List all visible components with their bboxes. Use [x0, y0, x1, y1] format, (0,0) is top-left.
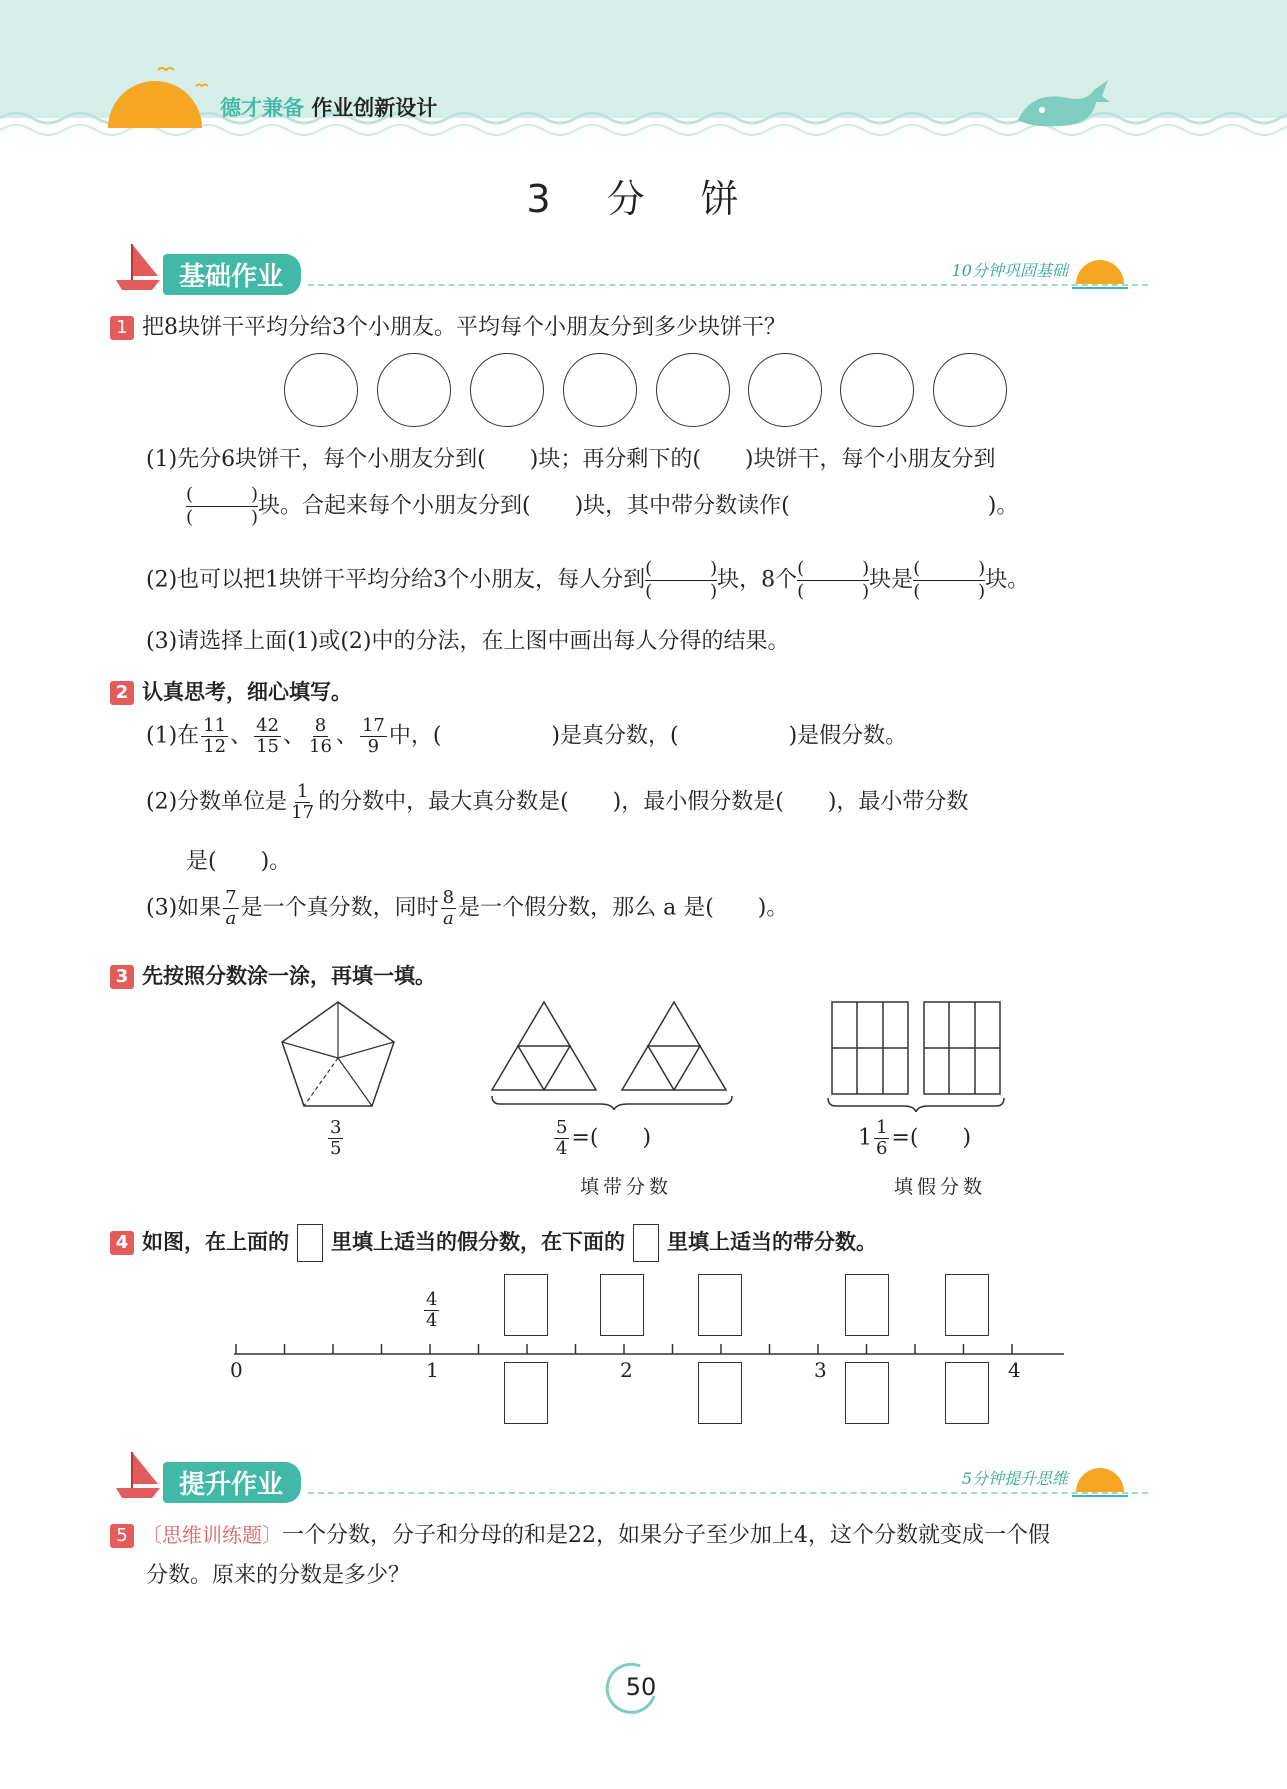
axis-labels — [228, 1358, 1068, 1388]
question-number: 1 — [110, 316, 134, 340]
q1-part1-line2: ( ) ( ) 块。合起来每个小朋友分到( )块，其中带分数读作( )。 — [186, 484, 1019, 528]
pentagon-shape[interactable] — [280, 1000, 400, 1110]
q1-prompt: 1 把8块饼干平均分给3个小朋友。平均每个小朋友分到多少块饼干？ — [110, 310, 786, 341]
biscuit-circle[interactable] — [563, 353, 637, 427]
mixed-number-box[interactable] — [945, 1362, 989, 1424]
axis-marker-fraction: $\frac{4}{4}$ — [426, 1289, 438, 1331]
answer-box-sample — [633, 1224, 659, 1262]
section-note-advanced: 5分钟提升思维 — [961, 1469, 1068, 1488]
sailboat-icon — [112, 1450, 162, 1502]
sun-icon — [1072, 254, 1128, 294]
section-divider — [308, 284, 1148, 286]
axis-label: 4 — [1008, 1358, 1021, 1382]
mixed-number-box[interactable] — [504, 1362, 548, 1424]
improper-fraction-box[interactable] — [504, 1274, 548, 1336]
fraction: $\frac{8}{a}$ — [442, 887, 455, 929]
sun-icon — [100, 58, 210, 130]
fraction: $\frac{11}{12}$ — [203, 715, 227, 757]
page-title: 3 分 饼 — [526, 177, 761, 221]
axis-label: 0 — [230, 1358, 243, 1382]
section-divider — [308, 1492, 1148, 1494]
q2-part3: (3)如果 $\frac{7}{a}$ 是一个真分数，同时 $\frac{8}{a}$ 是一个假分数，那么 a 是( )。 — [146, 887, 789, 929]
q1-part2: (2)也可以把1块饼干平均分给3个小朋友，每人分到 ( ) ( ) 块，8个 ( ) ( ) 块是 ( ) ( ) 块。 — [146, 558, 1030, 602]
biscuit-circle[interactable] — [656, 353, 730, 427]
blank-fraction[interactable]: ( ) ( ) — [186, 484, 258, 528]
pentagon-fraction: $\frac{3}{5}$ — [330, 1117, 342, 1159]
rectangle-answer: 1 $\frac{1}{6}$ =( ) — [858, 1117, 972, 1159]
improper-fraction-box[interactable] — [600, 1274, 644, 1336]
section-header-advanced — [108, 1448, 1148, 1508]
improper-fraction-box[interactable] — [945, 1274, 989, 1336]
q2-part2-tail: 是( )。 — [186, 849, 292, 874]
biscuit-circle[interactable] — [748, 353, 822, 427]
sailboat-icon — [112, 242, 162, 294]
q1-part3: (3)请选择上面(1)或(2)中的分法，在上图中画出每人分得的结果。 — [146, 629, 790, 654]
biscuit-circle[interactable] — [470, 353, 544, 427]
blank-fraction[interactable]: ( ) ( ) — [797, 558, 870, 602]
fraction: $\frac{1}{17}$ — [291, 781, 315, 823]
triangle-caption: 填带分数 — [580, 1176, 673, 1198]
answer-box-sample — [297, 1224, 323, 1262]
q2-part1: (1)在 $\frac{11}{12}$ 、 $\frac{42}{15}$ 、 $\frac{8}{16}$ 、 $\frac{17}{9}$ 中，( )是真分数，( )是假分数。 — [146, 715, 908, 757]
brand-colored: 德才兼备 — [220, 96, 304, 120]
q2-part2: (2)分数单位是 $\frac{1}{17}$ 的分数中，最大真分数是( )，最小假分数是( )，最小带分数 — [146, 781, 969, 823]
fraction: $\frac{17}{9}$ — [361, 715, 385, 757]
question-number: 5 — [110, 1524, 134, 1548]
q3-prompt: 3 先按照分数涂一涂，再填一填。 — [110, 960, 436, 990]
axis-label: 3 — [814, 1358, 827, 1382]
section-label-basic: 基础作业 — [163, 254, 301, 295]
mixed-number-box[interactable] — [845, 1362, 889, 1424]
brand-title — [220, 92, 437, 122]
mixed-number-box[interactable] — [698, 1362, 742, 1424]
biscuit-circle[interactable] — [840, 353, 914, 427]
section-label-advanced: 提升作业 — [163, 1462, 301, 1503]
triangle-shapes[interactable] — [488, 998, 738, 1110]
question-number: 4 — [110, 1231, 134, 1255]
blank-fraction[interactable]: ( ) ( ) — [913, 558, 986, 602]
blank-fraction[interactable]: ( ) ( ) — [645, 558, 718, 602]
improper-fraction-box[interactable] — [698, 1274, 742, 1336]
q5-line2: 分数。原来的分数是多少？ — [146, 1563, 411, 1588]
improper-fraction-box[interactable] — [845, 1274, 889, 1336]
biscuit-circle[interactable] — [377, 353, 451, 427]
triangle-answer: $\frac{5}{4}$ =( ) — [556, 1117, 652, 1159]
rectangle-shapes[interactable] — [824, 1000, 1014, 1112]
q4-prompt: 4 如图，在上面的 里填上适当的假分数，在下面的 里填上适当的带分数。 — [110, 1224, 877, 1262]
fraction: $\frac{8}{16}$ — [309, 715, 332, 757]
biscuit-circle[interactable] — [933, 353, 1007, 427]
whale-icon — [1012, 76, 1112, 132]
sun-icon — [1072, 1462, 1128, 1502]
section-note-basic: 10分钟巩固基础 — [951, 261, 1068, 280]
question-tag: 〔思维训练题〕 — [142, 1523, 282, 1547]
rectangle-caption: 填假分数 — [894, 1176, 987, 1198]
q5-line1: 5 〔思维训练题〕一个分数，分子和分母的和是22，如果分子至少加上4，这个分数就变成一个假 — [110, 1518, 1050, 1549]
question-number: 2 — [110, 681, 134, 705]
q1-part1-line1: (1)先分6块饼干，每个小朋友分到( )块；再分剩下的( )块饼干，每个小朋友分到 — [146, 447, 996, 472]
q2-prompt: 2 认真思考，细心填写。 — [110, 676, 352, 706]
page-number: 50 — [625, 1673, 657, 1701]
axis-label: 1 — [426, 1358, 439, 1382]
biscuit-circle[interactable] — [284, 353, 358, 427]
question-number: 3 — [110, 965, 134, 989]
brand-dark: 作业创新设计 — [311, 96, 438, 120]
section-header-basic — [108, 240, 1148, 300]
axis-label: 2 — [620, 1358, 633, 1382]
fraction: $\frac{7}{a}$ — [225, 887, 237, 929]
fraction: $\frac{42}{15}$ — [256, 715, 279, 757]
